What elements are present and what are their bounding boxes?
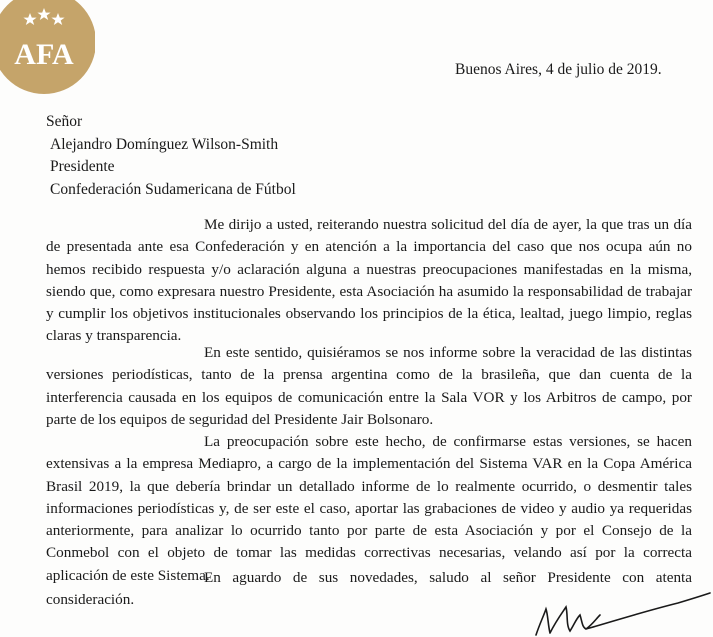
recipient-organization: Confederación Sudamericana de Fútbol xyxy=(50,180,296,198)
paragraph-text: En este sentido, quisiéramos se nos informe sobre la veracidad de las distintas versiones periodísticas, tanto de la prensa argentina como de la brasileña, que dan cuenta de la interferencia causada en los equipos de comunicación entre la Sala VOR y los Arbitros de campo, por parte de los equipos de seguridad del Presidente Jair Bolsonaro. xyxy=(46,344,692,428)
paragraph-text: La preocupación sobre este hecho, de confirmarse estas versiones, se hacen extensivas a la empresa Mediapro, a cargo de la implementación del Sistema VAR en la Copa América Brasil 2019, la que debería brindar un detallado informe de lo realmente ocurrido, o desmentir tales informaciones periodísticas y, de ser este el caso, aportar las grabaciones de video y audio ya requeridas anteriormente, para analizar lo ocurrido tanto por parte de esta Asociación y por el Consejo de la Conmebol con el objeto de tomar las medidas correctivas necesarias, velando así por la correcta aplicación de este Sistema. xyxy=(46,433,692,584)
logo-text: AFA xyxy=(14,38,74,71)
afa-logo xyxy=(0,0,95,95)
body-paragraph xyxy=(46,431,692,587)
recipient-title: Presidente xyxy=(50,158,115,175)
signature xyxy=(528,585,713,637)
body-paragraph xyxy=(46,214,692,348)
paragraph-text: Me dirijo a usted, reiterando nuestra solicitud del día de ayer, la que tras un día de presentada ante esa Confederación y en atención a la importancia del caso que nos ocupa aún no hemos recibido respuesta y/o aclaración alguna a nuestras preocupaciones manifestadas en la misma, siendo que, como expresara nuestro Presidente, esta Asociación ha asumido la responsabilidad de trabajar y cumplir los objetivos institucionales observando los principios de la ética, lealtad, juego limpio, reglas claras y transparencia. xyxy=(46,216,692,345)
recipient-name: Alejandro Domínguez Wilson-Smith xyxy=(50,135,279,153)
letter-date: Buenos Aires, 4 de julio de 2019. xyxy=(455,61,662,78)
paragraph-text: En aguardo de sus novedades, saludo al señor Presidente con atenta consideración. xyxy=(46,569,692,609)
recipient-block xyxy=(46,111,296,201)
salutation: Señor xyxy=(46,113,83,130)
body-paragraph xyxy=(46,342,692,431)
